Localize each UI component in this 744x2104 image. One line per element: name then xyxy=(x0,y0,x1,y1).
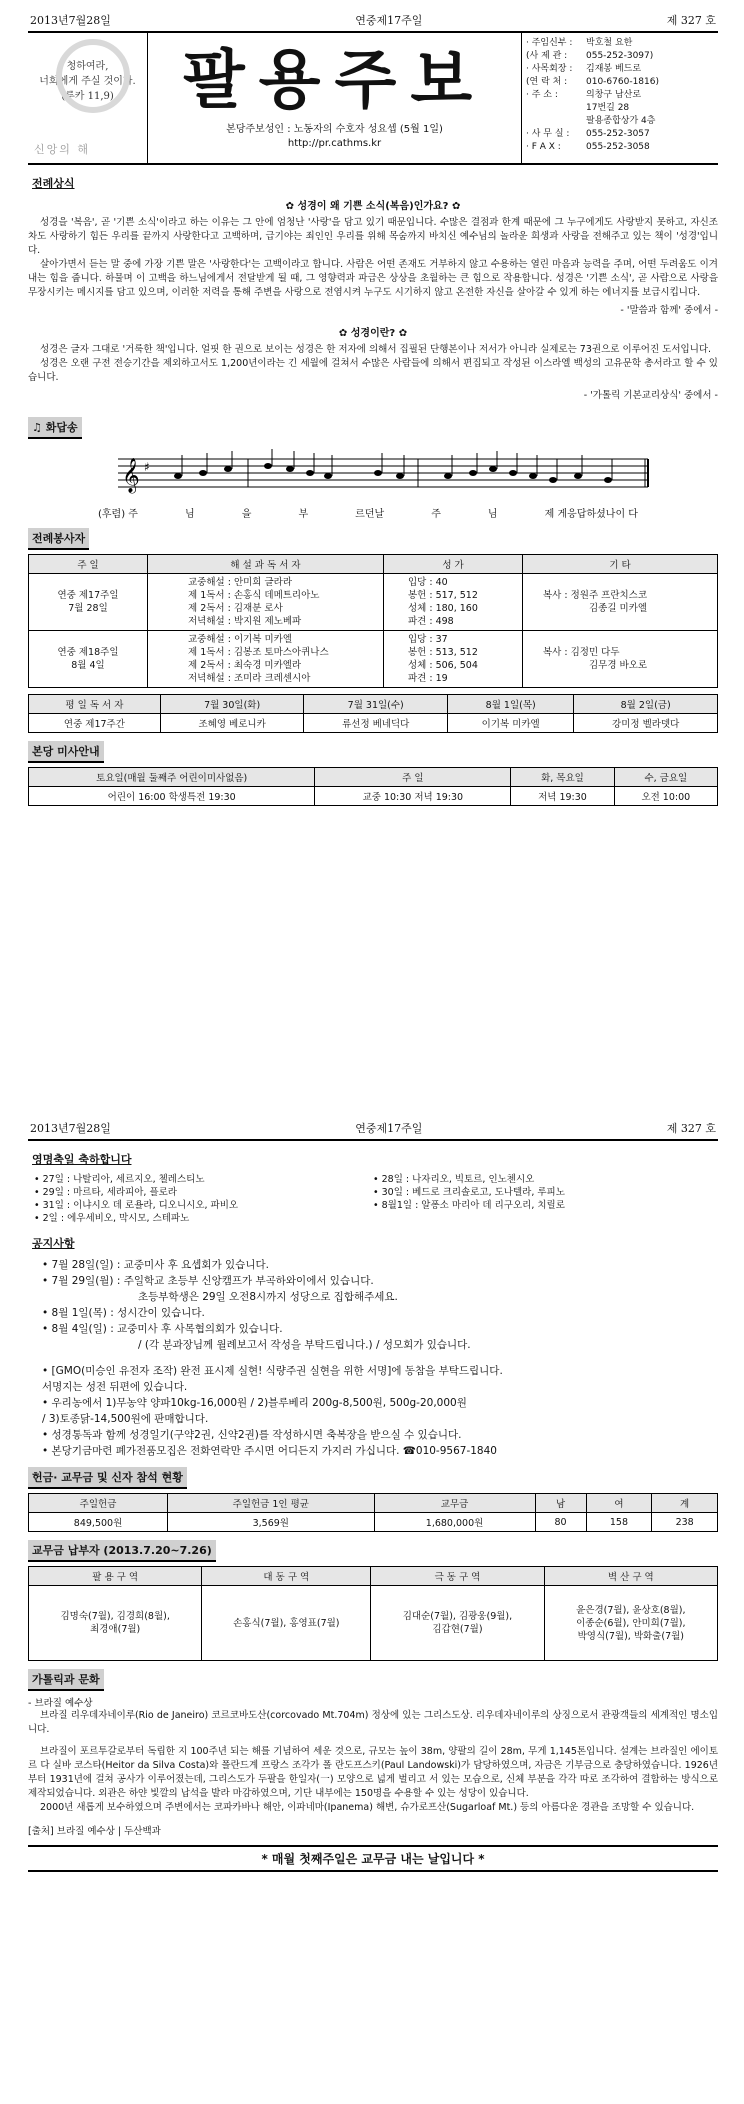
header-week: 연중제17주일 xyxy=(355,1122,423,1135)
culture-subtitle: - 브라질 예수상 xyxy=(28,1698,93,1709)
table-header-row: 주 일 해 설 과 독 서 자 성 가 기 타 xyxy=(29,555,718,574)
masthead-verse: 청하여라, 너희에게 주실 것이다. (루카 11,9) xyxy=(39,61,136,102)
list-item xyxy=(373,1212,712,1225)
year-of-faith-logo xyxy=(28,33,148,163)
list-item: • 성경통독과 함께 성경일기(구약2권, 신약2권)를 작성하시면 축복장을 받으실 수 있습니다. xyxy=(42,1429,462,1441)
culture-paragraph: 2000년 새롭게 보수하였으며 주변에서는 코파카바나 해안, 이파네마(Ipanema) 해변, 슈가로프산(Sugarloaf Mt.) 등의 아름다운 경관을 조망할 수 있습니다. xyxy=(40,1802,695,1813)
list-item xyxy=(42,1353,718,1363)
list-item: • 30일 : 베드로 크리솔로고, 도나텔라, 루피노 xyxy=(373,1187,565,1198)
table-row: 849,500원 3,569원 1,680,000원 80 158 238 xyxy=(29,1513,718,1532)
liturgy-question-1: ✿ 성경이 왜 기쁜 소식(복음)인가요? ✿ xyxy=(285,201,461,212)
list-item: 서명지는 성전 뒤편에 있습니다. xyxy=(42,1381,188,1393)
ministers-table xyxy=(28,554,718,688)
list-item: • 29일 : 마르타, 세라피아, 플로라 xyxy=(34,1187,177,1198)
notice-list xyxy=(28,1257,718,1459)
list-item: • 7월 28일(일) : 교중미사 후 요셉회가 있습니다. xyxy=(42,1259,269,1271)
header-date: 2013년7월28일 xyxy=(30,14,111,27)
list-item: • 7월 29일(월) : 주일학교 초등부 신앙캠프가 부곡하와이에서 있습니다. xyxy=(42,1275,374,1287)
mass-schedule-table xyxy=(28,767,718,806)
liturgy-paragraph: 성경을 '복음', 곧 '기쁜 소식'이라고 하는 이유는 그 안에 엄청난 '사랑'을 담고 있기 때문입니다. 수많은 결점과 한계 때문에 그 누구에게도 사랑받지 못하고, 자신조차도 사랑하기 힘든 우리를 끝까지 사랑한다고 고백하며, 급기야는 죄인인 우리를 위해 목숨까지 바치신 예수님의 놀라운 희생과 사랑을 전해주고 있는 책이 '성경'입니다. xyxy=(28,217,718,256)
list-item: • 2일 : 에우세비오, 막시모, 스테파노 xyxy=(34,1213,190,1224)
mass-section-title: 본당 미사안내 xyxy=(28,741,104,763)
ministers-section-title: 전례봉사자 xyxy=(28,528,89,550)
culture-section-title: 가톨릭과 문화 xyxy=(28,1669,104,1691)
list-item: • 본당기금마련 폐가전품모집은 전화연락만 주시면 어디든지 가지러 가십니다. ☎010-9567-1840 xyxy=(42,1445,497,1457)
table-row: 연중 제18주일 8월 4일 교중해설 : 이기복 미카엘 제 1독서 : 김봉조 토마스아퀴나스 제 2독서 : 최숙경 미카엘라 저녁해설 : 조미라 크레센시아 입당 : 37 봉헌 : 513, 512 성체 : 506, 504 파견 : 19 복사 : 김정민 다두 김무경 바오로 xyxy=(29,631,718,688)
info-row: 17번길 28 xyxy=(586,103,630,113)
psalm-lyrics: (후렴) 주 님 을 부 르던날 주 님 제 게응답하셨나이 다 xyxy=(98,509,638,520)
culture-source: [출처] 브라질 예수상 | 두산백과 xyxy=(28,1826,161,1837)
table-header-row: 주일헌금 주일헌금 1인 평균 교무금 남 여 계 xyxy=(29,1494,718,1513)
list-item: • 28일 : 나자리오, 빅토르, 인노첸시오 xyxy=(373,1174,535,1185)
svg-text:♯: ♯ xyxy=(144,460,150,474)
page-header xyxy=(28,1120,718,1141)
bulletin-title: 팔용주보 xyxy=(182,43,487,118)
header-issue: 제 327 호 xyxy=(666,1122,716,1135)
info-row: · 사목회장 : 김재봉 베드로 xyxy=(526,64,642,74)
table-row: 김명숙(7월), 김경희(8월), 최경애(7월) 손홍식(7월), 홍영표(7월) 김대순(7월), 김광웅(9월), 김갑현(7월) 윤은경(7월), 윤상호(8월), 이종순(6월), 안미희(7월), 박영식(7월), 박화출(7월) xyxy=(29,1586,718,1661)
list-item: 초등부학생은 29일 오전8시까지 성당으로 집합해주세요. xyxy=(138,1291,398,1303)
table-header-row: 팔 용 구 역 대 동 구 역 극 동 구 역 벽 산 구 역 xyxy=(29,1567,718,1586)
page-one xyxy=(28,12,718,806)
liturgy-paragraph: 살아가면서 듣는 말 중에 가장 기쁜 말은 '사랑한다'는 고백이라고 합니다. 사람은 어떤 존재도 거부하지 않고 수용하는 열린 마음과 능력을 주며, 어떤 두려움도 이겨내는 힘을 줍니다. 하물며 이 고백을 하느님에게서 전달받게 될 때, 그 영향력과 파급은 상상을 초월하는 큰 힘으로 작용합니다. 성경은 '기쁜 소식', 곧 사람으로 사랑을 무장시키는 메시지를 담고 있으며, 이러한 저력을 통해 주변을 사랑으로 전염시켜 누구도 시기하지 않고 온전한 자신을 살아갈 수 있게 하는 에너지를 보급시킵니다. xyxy=(28,259,718,298)
header-issue: 제 327 호 xyxy=(666,14,716,27)
liturgy-paragraph: 성경은 글자 그대로 '거룩한 책'입니다. 얼핏 한 권으로 보이는 성경은 한 저자에 의해서 집필된 단행본이나 저서가 아니라 실제로는 73권으로 이루어진 도서입니다. xyxy=(40,344,712,355)
title-block xyxy=(148,33,522,163)
svg-text:𝄞: 𝄞 xyxy=(122,458,140,493)
weekday-readers-table xyxy=(28,694,718,733)
feast-section-title: 영명축일 축하합니다 xyxy=(32,1153,132,1166)
liturgy-section-title: 전례상식 xyxy=(32,177,75,190)
parish-info xyxy=(522,33,718,163)
logo-ring-icon xyxy=(56,39,130,113)
info-row: · 주 소 : 의창구 남산로 xyxy=(526,90,642,100)
info-row: (연 락 처 : 010-6760-1816) xyxy=(526,77,659,87)
list-item: / (각 분과장님께 월례보고서 작성을 부탁드립니다.) / 성모회가 있습니다. xyxy=(138,1339,471,1351)
header-week: 연중제17주일 xyxy=(355,14,423,27)
finance-section-title: 헌금· 교무금 및 신자 참석 현황 xyxy=(28,1467,187,1489)
info-row: · 사 무 실 : 055-252-3057 xyxy=(526,129,650,139)
page-two xyxy=(28,1120,718,1872)
list-item: • 27일 : 나탈리아, 세르지오, 첼레스티노 xyxy=(34,1174,205,1185)
header-date: 2013년7월28일 xyxy=(30,1122,111,1135)
table-row: 연중 제17주간 조혜영 베로니카 류선정 베네딕다 이기복 미카엘 강미정 벨라뎃다 xyxy=(29,714,718,733)
list-item: / 3)토종닭-14,500원에 판매합니다. xyxy=(42,1413,209,1425)
dues-section-title: 교무금 납부자 (2013.7.20~7.26) xyxy=(28,1540,216,1562)
list-item: • 8월 1일(목) : 성시간이 있습니다. xyxy=(42,1307,205,1319)
notice-section-title: 공지사항 xyxy=(32,1237,75,1250)
table-header-row: 평 일 독 서 자 7월 30일(화) 7월 31일(수) 8월 1일(목) 8월 2일(금) xyxy=(29,695,718,714)
psalm-section-title: ♫ 화답송 xyxy=(28,417,82,439)
liturgy-paragraph: 성경은 오랜 구전 전승기간을 제외하고서도 1,200년이라는 긴 세월에 걸쳐서 수많은 사람들에 의해서 편집되고 작성된 이스라엘 백성의 고유문학 총서라고 할 수 있습니다. xyxy=(28,358,718,383)
finance-table xyxy=(28,1493,718,1532)
info-row: 팔용종합상가 4층 xyxy=(586,116,656,126)
liturgy-source: - '말씀과 함께' 중에서 - xyxy=(620,305,718,316)
list-item: • 8월 4일(일) : 교중미사 후 사목협의회가 있습니다. xyxy=(42,1323,283,1335)
culture-paragraph: 브라질이 포르투갈로부터 독립한 지 100주년 되는 해를 기념하여 세운 것으로, 규모는 높이 38m, 양팔의 길이 28m, 무게 1,145톤입니다. 설계는 브라질인 에이토르 다 실바 코스타(Heitor da Silva Costa)와 폴란드계 프랑스 조각가 폴 란도프스키(Paul Landowski)가 담당하였으며, 자금은 기부금으로 충당하였습니다. 1926년부터 1931년에 걸쳐 공사가 이루어졌는데, 그리스도가 두팔을 한일자(一) 모양으로 넓게 벌리고 서 있는 모습으로, 신체 부분을 각각 따로 조각하여 결합하는 방식으로 제작되었습니다. 외관은 하얀 빛깔의 납석을 발라 마감하였으며, 기단 내부에는 150명을 수용할 수 있는 성당이 있습니다. xyxy=(28,1746,718,1799)
list-item: • 우리농에서 1)무농약 양파10kg-16,000원 / 2)블루베리 200g-8,500원, 500g-20,000원 xyxy=(42,1397,467,1409)
patron-saint: 본당주보성인 : 노동자의 수호자 성요셉 (5월 1일) xyxy=(226,124,443,135)
list-item: • [GMO(미승인 유전자 조작) 완전 표시제 실현! 식량주권 실현을 위한 서명]에 동참을 부탁드립니다. xyxy=(42,1365,503,1377)
masthead xyxy=(28,33,718,165)
list-item: • 8월1일 : 알퐁소 마리아 데 리구오리, 치릴로 xyxy=(373,1200,565,1211)
list-item: • 31일 : 이냐시오 데 로욜라, 디오니시오, 파비오 xyxy=(34,1200,239,1211)
page-header xyxy=(28,12,718,33)
logo-caption: 신앙의 해 xyxy=(34,143,91,156)
parish-url[interactable]: http://pr.cathms.kr xyxy=(287,138,382,149)
culture-paragraph: 브라질 리우데자네이루(Rio de Janeiro) 코르코바도산(corcovado Mt.704m) 정상에 있는 그리스도상. 리우데자네이루의 상징으로서 관광객들의 세계적인 명소입니다. xyxy=(28,1710,718,1735)
info-row: (사 제 관 : 055-252-3097) xyxy=(526,51,654,61)
table-row: 연중 제17주일 7월 28일 교중해설 : 안미희 글라라 제 1독서 : 손홍식 데메트리아노 제 2독서 : 김재분 로사 저녁해설 : 박지원 제노베파 입당 : 40 봉헌 : 517, 512 성체 : 180, 160 파견 : 498 복사 : 정원주 프란치스코 김종길 미카엘 xyxy=(29,574,718,631)
music-notation-icon xyxy=(28,449,718,503)
liturgy-source: - '가톨릭 기본교리상식' 중에서 - xyxy=(583,390,718,401)
feast-list xyxy=(28,1173,718,1225)
info-row: · 주임신부 : 박호철 요한 xyxy=(526,38,633,48)
footer-notice: * 매월 첫째주일은 교무금 내는 날입니다 * xyxy=(28,1845,718,1872)
music-staff xyxy=(28,449,718,503)
liturgy-question-2: ✿ 성경이란? ✿ xyxy=(338,328,408,339)
info-row: · F A X : 055-252-3058 xyxy=(526,142,650,152)
table-header-row: 토요일(매월 둘째주 어린이미사없음) 주 일 화, 목요일 수, 금요일 xyxy=(29,768,718,787)
table-row: 어린이 16:00 학생특전 19:30 교중 10:30 저녁 19:30 저녁 19:30 오전 10:00 xyxy=(29,787,718,806)
dues-table xyxy=(28,1566,718,1661)
